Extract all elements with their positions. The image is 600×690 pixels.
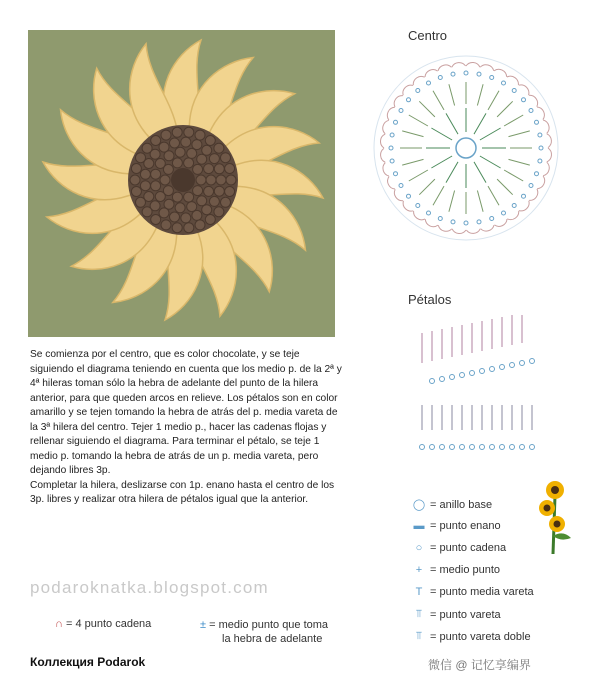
legend-label: = punto enano [430,520,501,532]
sunflower-illustration [28,30,335,337]
legend-symbol-icon: ○ [415,542,423,554]
blog-watermark: podaroknatka.blogspot.com [30,578,269,597]
legend-symbol-icon: ⫪ [415,608,423,620]
legend-symbol-icon: ⫪ [415,630,423,642]
sunflowers-icon [533,476,581,556]
legend-item [408,586,534,598]
legend-symbol-icon: + [415,564,423,576]
legend-item [408,542,506,554]
centro-title: Centro [408,28,448,43]
legend-label: = punto cadena [430,542,507,554]
legend-item [408,520,501,532]
legend-label: = punto vareta [430,608,501,621]
instructions-text [30,348,342,508]
legend-item [408,608,501,621]
wechat-watermark: 微信 @ 记忆享编界 [428,658,531,672]
mp-label-1: = medio punto que toma [209,619,329,631]
legend-label: = punto vareta doble [430,630,531,643]
arc-icon: ∩ [55,618,63,630]
legend-symbol-icon: ◯ [412,499,426,511]
sunflower-photo [28,30,335,337]
collection-label: Коллекция Podarok [30,655,146,669]
legend-symbol-icon: ▬ [413,520,425,532]
legend-item [408,498,492,511]
instructions-paragraph-2: Completar la hilera, deslizarse con 1p. enano hasta el centro de los 3p. libres y realizar otra hilera de pétalos igual que la anterior. [30,479,335,505]
mp-label-2: la hebra de adelante [222,633,323,645]
instructions-paragraph-1: Se comienza por el centro, que es color chocolate, y se teje siguiendo el diagrama teniendo en cuenta que los medio p. de la 2ª y 4ª hileras toman sólo la hebra de adelante del punto de la hilera anterior, para que queden arcos en relieve. Los pétalos son en color amarillo y se tejen tomando la hebra de atrás del p. media vareta de la 3ª hilera del centro. Tejer 1 medio p., hacer las cadenas flojas y rellenar siguiendo el diagrama. Para terminar el pétalo, se teje 1 medio p. tomando la hebra de atrás de un p. media vareta, pero dejando libres 3p. [30,349,342,476]
petalos-diagram [392,315,562,465]
petalos-title: Pétalos [408,292,452,307]
centro-diagram [366,48,566,248]
legend-item [408,564,500,576]
legend-symbol-icon: T [415,586,423,598]
legend-label: = medio punto [430,564,501,576]
legend-item [408,630,531,643]
legend-label: = punto media vareta [430,586,534,598]
mp-legend [200,618,370,646]
arc-legend [55,618,151,630]
legend-label: = anillo base [430,498,493,511]
arc-label: = 4 punto cadena [65,618,152,630]
mp-front-icon: ± [200,619,207,631]
